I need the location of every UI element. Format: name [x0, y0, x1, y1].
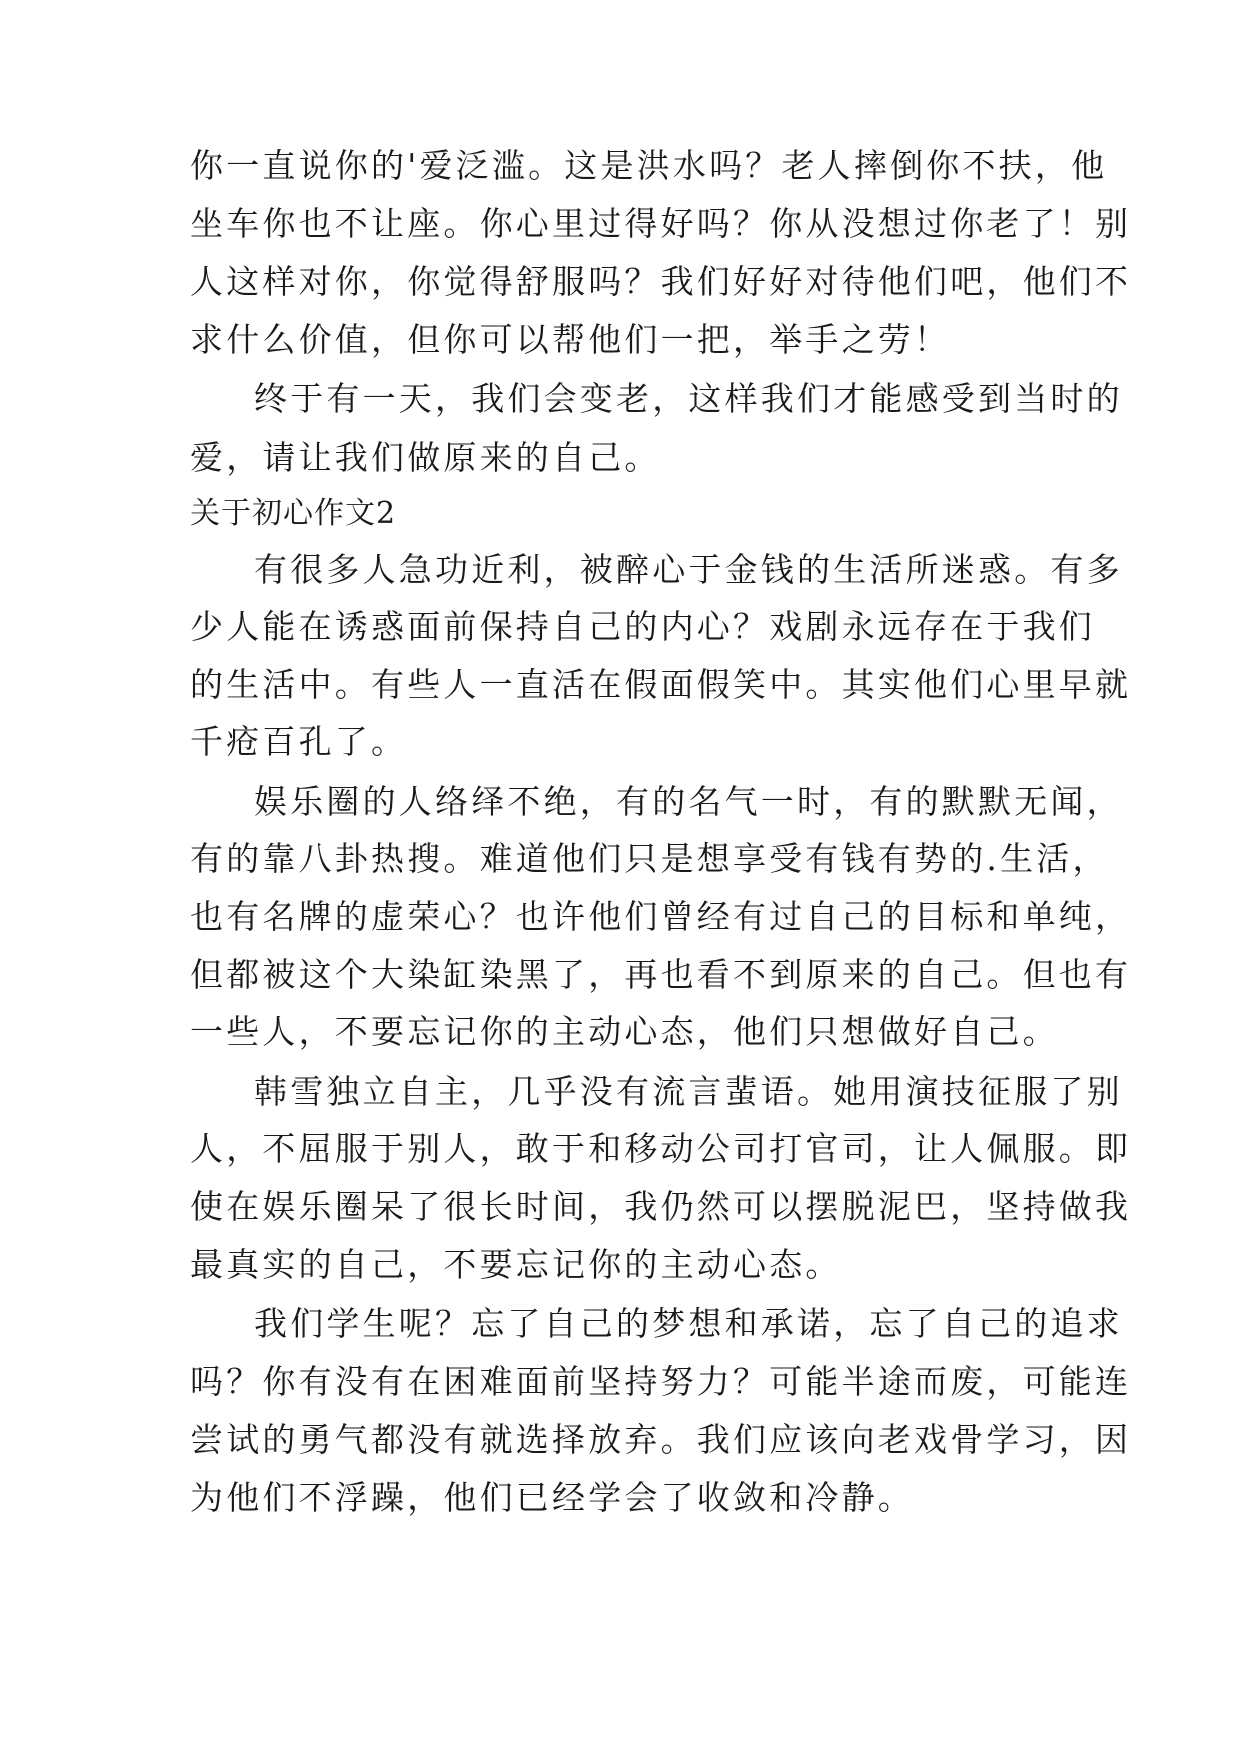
paragraph-line: 的生活中。有些人一直活在假面假笑中。其实他们心里早就 — [190, 665, 1132, 704]
paragraph-line: 有的靠八卦热搜。难道他们只是想享受有钱有势的.生活， — [190, 839, 1109, 878]
paragraph-line: 你一直说你的'爱泛滥。这是洪水吗？老人摔倒你不扶，他 — [190, 146, 1108, 185]
paragraph-line: 一些人，不要忘记你的主动心态，他们只想做好自己。 — [190, 1012, 1059, 1051]
paragraph-line: 最真实的自己，不要忘记你的主动心态。 — [190, 1245, 842, 1284]
paragraph-line: 我们学生呢？忘了自己的梦想和承诺，忘了自己的追求 — [254, 1304, 1123, 1343]
paragraph-line: 人这样对你，你觉得舒服吗？我们好好对待他们吧，他们不 — [190, 262, 1132, 301]
paragraph-line: 坐车你也不让座。你心里过得好吗？你从没想过你老了！别 — [190, 204, 1132, 243]
paragraph-line: 爱，请让我们做原来的自己。 — [190, 438, 661, 477]
paragraph-line: 人，不屈服于别人，敢于和移动公司打官司，让人佩服。即 — [190, 1129, 1132, 1168]
paragraph-line: 娱乐圈的人络绎不绝，有的名气一时，有的默默无闻， — [254, 782, 1123, 821]
paragraph-line: 少人能在诱惑面前保持自己的内心？戏剧永远存在于我们 — [190, 607, 1095, 646]
paragraph-line: 使在娱乐圈呆了很长时间，我仍然可以摆脱泥巴，坚持做我 — [190, 1187, 1132, 1226]
paragraph-line: 尝试的勇气都没有就选择放弃。我们应该向老戏骨学习，因 — [190, 1420, 1132, 1459]
section-heading: 关于初心作文2 — [190, 496, 397, 531]
paragraph-line: 但都被这个大染缸染黑了，再也看不到原来的自己。但也有 — [190, 955, 1132, 994]
paragraph-line: 也有名牌的虚荣心？也许他们曾经有过自己的目标和单纯， — [190, 897, 1132, 936]
paragraph-line: 吗？你有没有在困难面前坚持努力？可能半途而废，可能连 — [190, 1362, 1132, 1401]
paragraph-line: 为他们不浮躁，他们已经学会了收敛和冷静。 — [190, 1478, 914, 1517]
paragraph-line: 韩雪独立自主，几乎没有流言蜚语。她用演技征服了别 — [254, 1072, 1123, 1111]
paragraph-line: 终于有一天，我们会变老，这样我们才能感受到当时的 — [254, 379, 1123, 418]
paragraph-line: 有很多人急功近利，被醉心于金钱的生活所迷惑。有多 — [254, 550, 1123, 589]
paragraph-line: 千疮百孔了。 — [190, 722, 408, 761]
paragraph-line: 求什么价值，但你可以帮他们一把，举手之劳！ — [190, 320, 951, 359]
